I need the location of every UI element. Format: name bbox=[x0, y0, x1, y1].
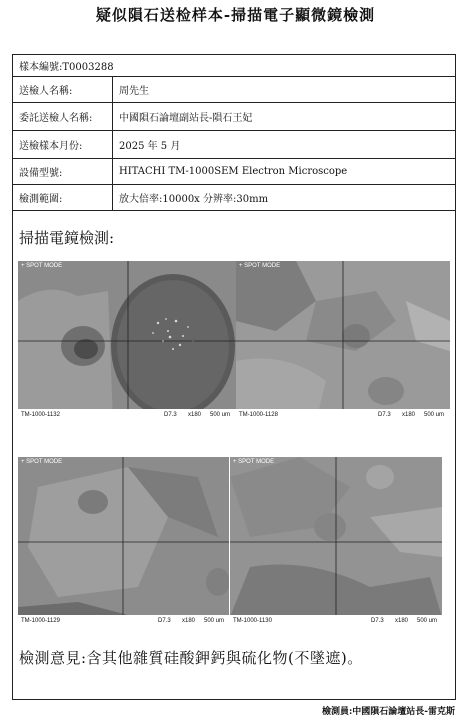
client-value: 中國隕石論壇副站長-隕石王妃 bbox=[119, 113, 253, 124]
month-label: 送檢樣本月份: bbox=[13, 131, 113, 158]
month-row bbox=[13, 131, 455, 159]
image-scale-4: 500 um bbox=[417, 618, 438, 624]
range-row bbox=[13, 185, 455, 211]
range-value: 放大倍率:10000x 分辨率:30mm bbox=[119, 194, 269, 205]
sem-image-3 bbox=[18, 457, 229, 627]
sem-photo-3-graphic bbox=[18, 457, 229, 627]
spot-mode-label-2: + SPOT MODE bbox=[239, 263, 281, 269]
image-mag-2: x180 bbox=[402, 412, 416, 418]
document-title: 疑似隕石送检样本-掃描電子顯微鏡檢測 bbox=[95, 6, 376, 24]
month-value: 2025 年 5 月 bbox=[119, 141, 181, 152]
image-mag-1: x180 bbox=[188, 412, 202, 418]
image-id-3: TM-1000-1129 bbox=[21, 618, 60, 624]
client-row bbox=[13, 103, 455, 131]
spot-mode-label-4: + SPOT MODE bbox=[233, 459, 275, 465]
client-label: 委託送檢人名稱: bbox=[13, 103, 113, 130]
spot-mode-label-1: + SPOT MODE bbox=[21, 263, 63, 269]
image-mag-4: x180 bbox=[395, 618, 409, 624]
sem-image-4 bbox=[230, 457, 442, 627]
range-label: 檢測範圍: bbox=[13, 185, 113, 210]
report-table bbox=[12, 54, 456, 700]
spot-mode-label-3: + SPOT MODE bbox=[21, 459, 63, 465]
sem-image-1 bbox=[18, 261, 237, 421]
sender-row bbox=[13, 77, 455, 103]
image-scale-3: 500 um bbox=[204, 618, 225, 624]
inspection-opinion: 檢測意見:含其他雜質硅酸鉀鈣與硫化物(不墜遮)。 bbox=[19, 649, 363, 667]
sem-photo-4-graphic bbox=[230, 457, 442, 627]
sample-id-row bbox=[13, 55, 455, 77]
sem-photo-1-graphic bbox=[18, 261, 237, 421]
sender-label: 送檢人名稱: bbox=[13, 77, 113, 102]
image-id-1: TM-1000-1132 bbox=[21, 412, 60, 418]
sem-photo-2-graphic bbox=[236, 261, 450, 421]
image-d-3: D7.3 bbox=[158, 618, 171, 624]
image-scale-2: 500 um bbox=[424, 412, 445, 418]
sem-heading: 掃描電鏡檢測: bbox=[19, 229, 115, 247]
device-row bbox=[13, 159, 455, 185]
image-d-4: D7.3 bbox=[371, 618, 384, 624]
image-d-2: D7.3 bbox=[378, 412, 391, 418]
device-label: 設備型號: bbox=[13, 159, 113, 184]
image-id-4: TM-1000-1130 bbox=[233, 618, 272, 624]
image-id-2: TM-1000-1128 bbox=[239, 412, 278, 418]
image-mag-3: x180 bbox=[182, 618, 196, 624]
sem-image-2 bbox=[236, 261, 450, 421]
inspector-signature: 檢測員:中國隕石論壇站長-雷克斯 bbox=[321, 707, 455, 717]
sender-value: 周先生 bbox=[119, 86, 149, 97]
image-d-1: D7.3 bbox=[164, 412, 177, 418]
sample-id: 樣本編號:T0003288 bbox=[19, 62, 114, 73]
image-scale-1: 500 um bbox=[210, 412, 231, 418]
device-value: HITACHI TM-1000SEM Electron Microscope bbox=[119, 166, 348, 177]
